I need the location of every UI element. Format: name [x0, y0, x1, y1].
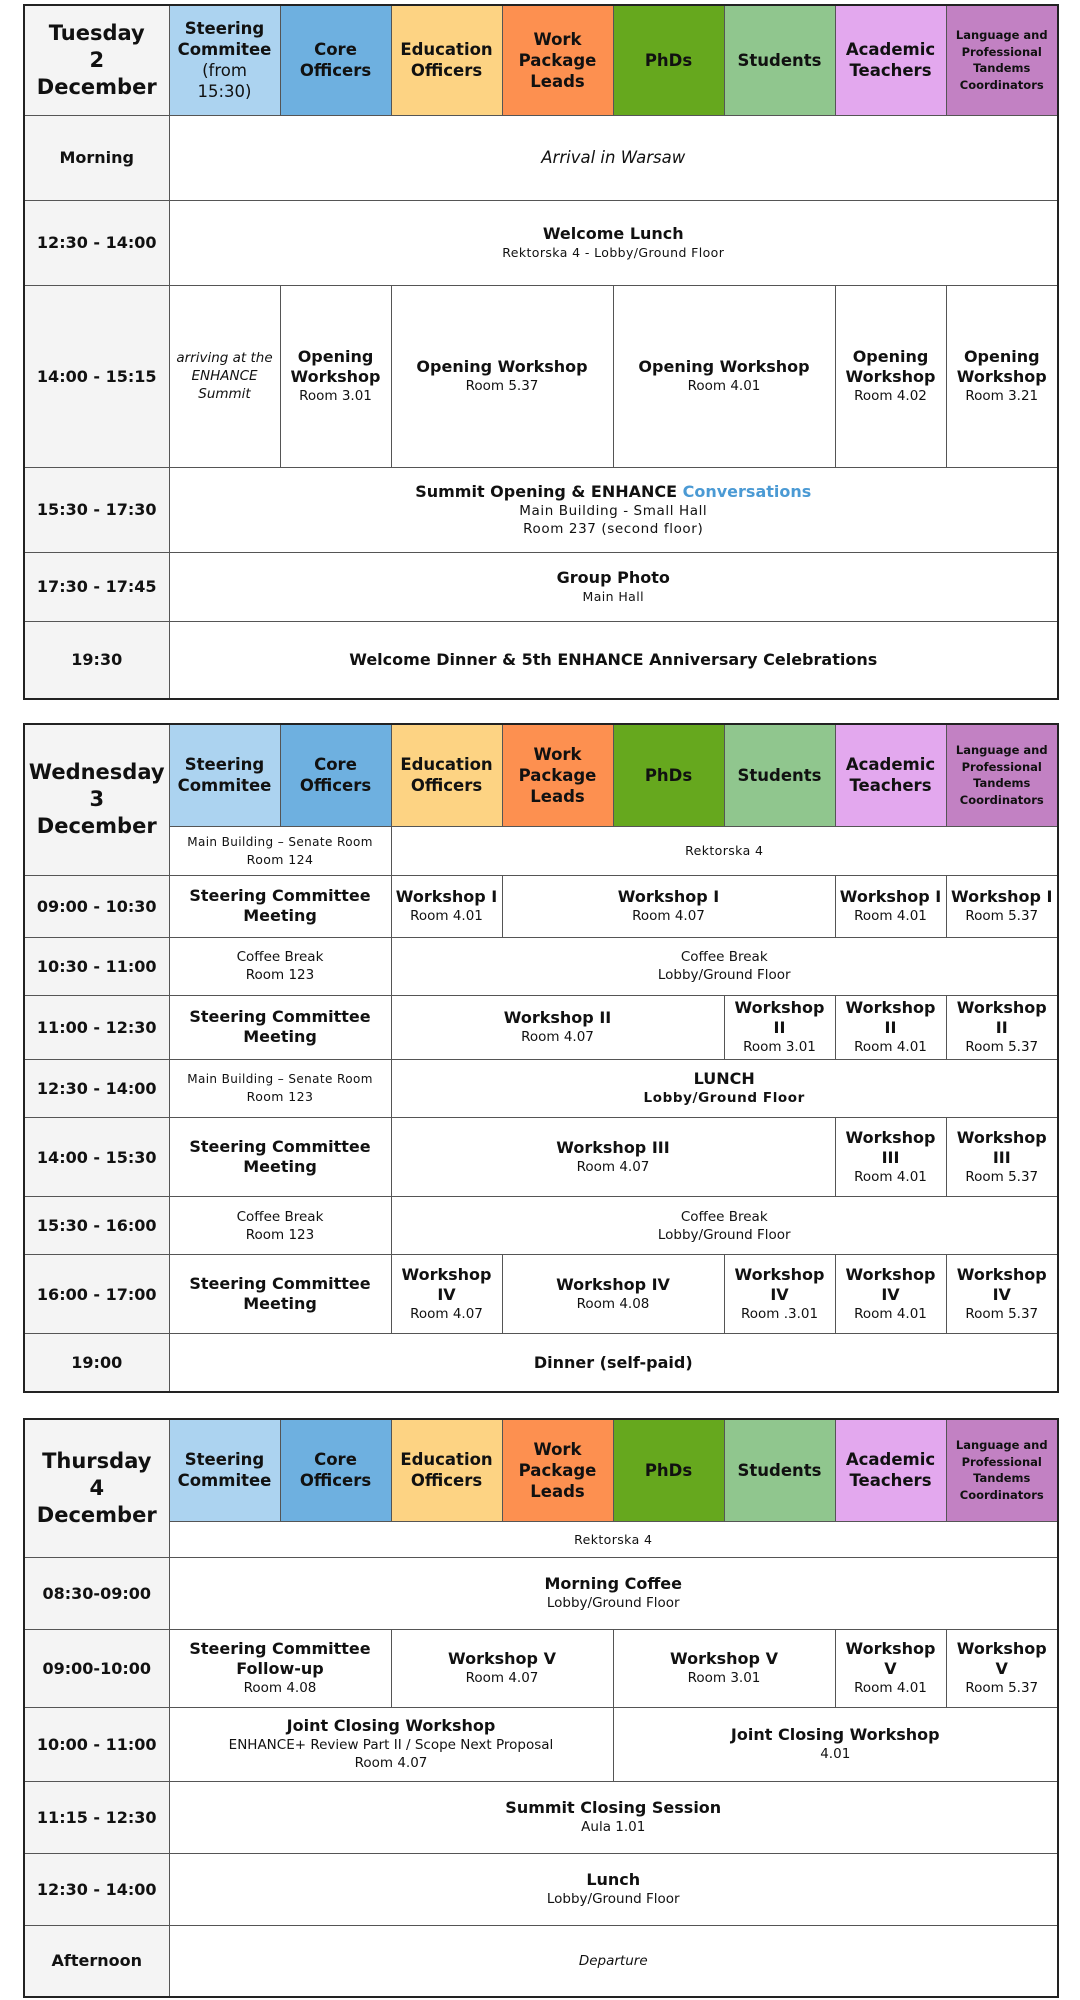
col-phds: PhDs: [613, 1419, 724, 1521]
time-cell: 12:30 - 14:00: [24, 1059, 169, 1117]
location-building: Main Building – Senate Room: [187, 834, 373, 849]
lunch-cell: [391, 1059, 1058, 1117]
event-location: Aula 1.01: [581, 1819, 646, 1835]
col-label: Steering Commitee: [177, 19, 272, 60]
steering-meeting-cell: Steering Committee Meeting: [169, 875, 391, 937]
col-phds: PhDs: [613, 5, 724, 115]
location-cell: Rektorska 4: [169, 1521, 1058, 1557]
time-cell: 11:00 - 12:30: [24, 995, 169, 1059]
event-morning-coffee: [169, 1557, 1058, 1629]
time-cell: 14:00 - 15:30: [24, 1118, 169, 1197]
day-heading: [24, 1419, 169, 1557]
event-group-photo: [169, 552, 1058, 621]
time-cell: 15:30 - 16:00: [24, 1197, 169, 1255]
table-row: [24, 875, 1058, 937]
workshop-title: Joint Closing Workshop: [286, 1716, 496, 1735]
event-title: [173, 482, 1055, 502]
day-date: 4 December: [36, 1475, 157, 1527]
day-heading: [24, 5, 169, 115]
col-education-officers: Education Officers: [391, 5, 502, 115]
workshop-cell: [946, 875, 1058, 937]
day-name: Thursday: [42, 1448, 152, 1473]
day-name: Wednesday: [28, 760, 165, 785]
table-row: [24, 1255, 1058, 1334]
table-row: [24, 115, 1058, 200]
lunch-location: Lobby/Ground Floor: [643, 1090, 805, 1107]
workshop-cell: [502, 875, 835, 937]
workshop-title: Workshop I: [617, 887, 720, 907]
tuesday-header-row: [24, 5, 1058, 115]
table-row: [24, 621, 1058, 699]
workshop-cell: [946, 1629, 1058, 1707]
workshop-room: Room 5.37: [965, 1169, 1039, 1186]
event-room: Room 4.08: [243, 1680, 317, 1696]
col-core-officers: Core Officers: [280, 724, 391, 826]
workshop-room: Room 5.37: [965, 1680, 1039, 1696]
table-row: [24, 200, 1058, 285]
workshop-cell: [391, 1629, 613, 1707]
joint-closing-workshop-cell: [169, 1707, 613, 1781]
workshop-cell: [502, 1255, 724, 1334]
workshop-cell: [946, 995, 1058, 1059]
table-row: [24, 1334, 1058, 1392]
location-cell: [169, 1059, 391, 1117]
event-welcome-dinner: Welcome Dinner & 5th ENHANCE Anniversary Celebrations: [169, 621, 1058, 699]
steering-followup-cell: [169, 1629, 391, 1707]
break-room: Lobby/Ground Floor: [657, 1226, 791, 1243]
workshop-cell: [391, 1118, 835, 1197]
col-core-officers: Core Officers: [280, 1419, 391, 1521]
col-academic-teachers: Academic Teachers: [835, 5, 946, 115]
event-departure: Departure: [169, 1925, 1058, 1997]
event-arrival: Arrival in Warsaw: [169, 115, 1058, 200]
event-location: Rektorska 4 - Lobby/Ground Floor: [502, 245, 725, 260]
event-location: Main Building - Small Hall: [519, 502, 708, 519]
time-cell: 10:00 - 11:00: [24, 1707, 169, 1781]
lunch-title: LUNCH: [693, 1069, 755, 1089]
break-room: Room 123: [245, 967, 315, 984]
workshop-title: Workshop V: [448, 1649, 556, 1668]
workshop-title: Workshop V: [956, 1639, 1047, 1678]
coffee-break-cell: [391, 937, 1058, 995]
workshop-room: Room 4.01: [854, 1680, 927, 1696]
location-cell: Rektorska 4: [391, 826, 1058, 875]
workshop-cell: [613, 285, 835, 467]
event-closing-session: [169, 1781, 1058, 1853]
workshop-room: Room 4.08: [576, 1296, 650, 1313]
workshop-room: Room 4.07: [354, 1755, 428, 1771]
workshop-cell: [391, 285, 613, 467]
workshop-room: Room 3.01: [687, 1670, 761, 1686]
workshop-cell: [946, 1118, 1058, 1197]
table-row: [24, 1707, 1058, 1781]
time-cell: 09:00 - 10:30: [24, 875, 169, 937]
time-cell: 14:00 - 15:15: [24, 285, 169, 467]
table-row: [24, 1557, 1058, 1629]
col-language-tandems: Language and Professional Tandems Coordinators: [946, 5, 1058, 115]
wednesday-schedule-table: [23, 723, 1059, 1393]
day-date: 2 December: [36, 47, 157, 99]
day-heading: [24, 724, 169, 875]
workshop-cell: [835, 1255, 946, 1334]
event-welcome-lunch: [169, 200, 1058, 285]
workshop-room: Room 4.07: [576, 1159, 650, 1176]
workshop-room: Room 5.37: [965, 1306, 1039, 1323]
workshop-title: Workshop III: [556, 1138, 670, 1158]
event-location: Lobby/Ground Floor: [546, 1595, 680, 1611]
workshop-subtitle: ENHANCE+ Review Part II / Scope Next Proposal: [228, 1737, 554, 1753]
col-work-package-leads: Work Package Leads: [502, 5, 613, 115]
workshop-title: Opening Workshop: [638, 357, 810, 376]
event-title: Steering Committee Follow-up: [189, 1639, 371, 1678]
workshop-title: Opening Workshop: [416, 357, 588, 376]
workshop-room: Room 4.07: [465, 1670, 539, 1686]
workshop-title: Workshop IV: [956, 1265, 1047, 1305]
event-lunch: [169, 1853, 1058, 1925]
event-title: Summit Closing Session: [505, 1798, 722, 1817]
time-cell: 09:00-10:00: [24, 1629, 169, 1707]
workshop-title: Workshop III: [956, 1128, 1047, 1168]
workshop-title: Workshop III: [845, 1128, 936, 1168]
table-row: [24, 467, 1058, 552]
workshop-cell: [835, 875, 946, 937]
time-cell: 12:30 - 14:00: [24, 200, 169, 285]
workshop-room: Room 4.07: [410, 1306, 483, 1323]
event-title: Welcome Lunch: [542, 224, 684, 243]
location-room: Room 123: [246, 1089, 314, 1105]
location-building: Main Building – Senate Room: [187, 1072, 373, 1087]
workshop-cell: [835, 285, 946, 467]
col-students: Students: [724, 724, 835, 826]
workshop-title: Workshop I: [951, 887, 1053, 907]
workshop-title: Joint Closing Workshop: [730, 1725, 940, 1744]
time-cell: 15:30 - 17:30: [24, 467, 169, 552]
time-cell: 12:30 - 14:00: [24, 1853, 169, 1925]
time-cell: 19:00: [24, 1334, 169, 1392]
table-row: [24, 1197, 1058, 1255]
workshop-title: Workshop V: [670, 1649, 778, 1668]
col-note: (from 15:30): [197, 61, 252, 102]
workshop-cell: [613, 1629, 835, 1707]
workshop-room: Room 4.01: [854, 1039, 927, 1056]
break-room: Lobby/Ground Floor: [657, 967, 791, 984]
event-title: Group Photo: [556, 568, 670, 587]
workshop-room: Room 4.01: [854, 1306, 927, 1323]
workshop-room: Room 4.02: [854, 388, 927, 404]
workshop-room: Room .3.01: [740, 1306, 819, 1323]
table-row: [24, 1853, 1058, 1925]
workshop-cell: [724, 995, 835, 1059]
workshop-room: Room 5.37: [965, 1039, 1039, 1056]
wednesday-header-row: [24, 724, 1058, 826]
workshop-cell: [724, 1255, 835, 1334]
workshop-cell: [835, 995, 946, 1059]
workshop-title: Workshop I: [839, 887, 942, 907]
col-students: Students: [724, 1419, 835, 1521]
thursday-header-row: [24, 1419, 1058, 1521]
joint-closing-workshop-cell: [613, 1707, 1058, 1781]
workshop-title: Workshop II: [845, 998, 936, 1038]
location-cell: [169, 826, 391, 875]
col-core-officers: Core Officers: [280, 5, 391, 115]
break-title: Coffee Break: [680, 1208, 768, 1225]
break-title: Coffee Break: [236, 1208, 324, 1225]
workshop-title: Workshop IV: [845, 1265, 936, 1305]
time-cell: 11:15 - 12:30: [24, 1781, 169, 1853]
col-language-tandems: Language and Professional Tandems Coordinators: [946, 724, 1058, 826]
workshop-title: Opening Workshop: [290, 347, 381, 386]
event-title-main: Summit Opening & ENHANCE: [415, 481, 678, 501]
table-row: [24, 1059, 1058, 1117]
event-title: Morning Coffee: [544, 1574, 682, 1593]
event-dinner: Dinner (self-paid): [169, 1334, 1058, 1392]
event-location: Lobby/Ground Floor: [546, 1891, 680, 1907]
day-date: 3 December: [36, 787, 157, 839]
workshop-cell: [391, 995, 724, 1059]
workshop-title: Workshop IV: [734, 1265, 825, 1305]
time-cell: 19:30: [24, 621, 169, 699]
workshop-room: Room 4.01: [854, 908, 927, 925]
col-steering-committee: Steering Commitee: [169, 724, 280, 826]
col-steering-committee: Steering Commitee: [169, 1419, 280, 1521]
workshop-room: Room 4.07: [632, 908, 705, 925]
arriving-note: arriving at the ENHANCE Summit: [169, 285, 280, 467]
table-row: [24, 552, 1058, 621]
workshop-cell: [946, 1255, 1058, 1334]
workshop-room: Room 3.01: [743, 1039, 816, 1056]
col-education-officers: Education Officers: [391, 1419, 502, 1521]
workshop-room: Room 4.01: [854, 1169, 927, 1186]
time-cell: 16:00 - 17:00: [24, 1255, 169, 1334]
day-name: Tuesday: [48, 20, 145, 45]
time-cell: 10:30 - 11:00: [24, 937, 169, 995]
thursday-schedule-table: [23, 1418, 1059, 1998]
workshop-room: Room 4.01: [687, 378, 761, 394]
time-cell: 08:30-09:00: [24, 1557, 169, 1629]
workshop-room: 4.01: [820, 1746, 851, 1762]
break-room: Room 123: [245, 1226, 315, 1243]
table-row: [24, 937, 1058, 995]
time-cell: 17:30 - 17:45: [24, 552, 169, 621]
break-title: Coffee Break: [680, 949, 768, 966]
steering-meeting-cell: Steering Committee Meeting: [169, 1255, 391, 1334]
table-row: [24, 1629, 1058, 1707]
col-students: Students: [724, 5, 835, 115]
workshop-room: Room 5.37: [465, 378, 539, 394]
workshop-cell: [946, 285, 1058, 467]
coffee-break-cell: [391, 1197, 1058, 1255]
workshop-cell: [835, 1118, 946, 1197]
time-cell: Afternoon: [24, 1925, 169, 1997]
event-title-accent: Conversations: [682, 481, 812, 501]
break-title: Coffee Break: [236, 949, 324, 966]
table-row: [24, 995, 1058, 1059]
workshop-title: Opening Workshop: [956, 347, 1047, 386]
workshop-title: Workshop II: [734, 998, 825, 1038]
col-education-officers: Education Officers: [391, 724, 502, 826]
col-academic-teachers: Academic Teachers: [835, 1419, 946, 1521]
workshop-room: Room 4.07: [521, 1029, 594, 1046]
workshop-room: Room 5.37: [965, 908, 1039, 925]
location-row: [24, 826, 1058, 875]
event-location: Main Hall: [582, 589, 644, 604]
workshop-room: Room 3.21: [965, 388, 1039, 404]
table-row: [24, 1925, 1058, 1997]
workshop-room: Room 3.01: [299, 388, 372, 404]
col-work-package-leads: Work Package Leads: [502, 724, 613, 826]
event-title: Lunch: [586, 1870, 641, 1889]
col-steering-committee: [169, 5, 280, 115]
workshop-title: Workshop II: [956, 998, 1047, 1038]
workshop-cell: [835, 1629, 946, 1707]
workshop-title: Workshop IV: [401, 1265, 492, 1305]
col-language-tandems: Language and Professional Tandems Coordinators: [946, 1419, 1058, 1521]
coffee-break-cell: [169, 937, 391, 995]
event-summit-opening: [169, 467, 1058, 552]
workshop-title: Workshop II: [503, 1008, 612, 1028]
time-cell: Morning: [24, 115, 169, 200]
table-row: [24, 1781, 1058, 1853]
workshop-cell: [280, 285, 391, 467]
coffee-break-cell: [169, 1197, 391, 1255]
tuesday-schedule-table: [23, 4, 1059, 700]
workshop-room: Room 4.01: [410, 908, 483, 925]
workshop-title: Workshop I: [395, 887, 498, 907]
workshop-cell: [391, 1255, 502, 1334]
workshop-cell: [391, 875, 502, 937]
workshop-title: Workshop V: [845, 1639, 936, 1678]
col-work-package-leads: Work Package Leads: [502, 1419, 613, 1521]
table-row: [24, 1118, 1058, 1197]
event-room: Room 237 (second floor): [523, 520, 704, 537]
location-row: [24, 1521, 1058, 1557]
location-room: Room 124: [246, 851, 314, 867]
col-academic-teachers: Academic Teachers: [835, 724, 946, 826]
workshop-title: Opening Workshop: [845, 347, 936, 386]
steering-meeting-cell: Steering Committee Meeting: [169, 1118, 391, 1197]
table-row: [24, 285, 1058, 467]
steering-meeting-cell: Steering Committee Meeting: [169, 995, 391, 1059]
workshop-title: Workshop IV: [556, 1275, 670, 1295]
col-phds: PhDs: [613, 724, 724, 826]
